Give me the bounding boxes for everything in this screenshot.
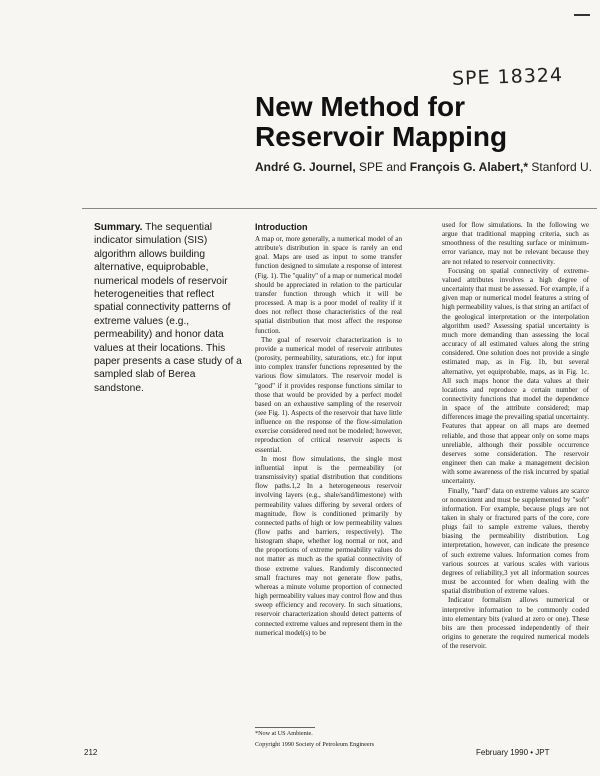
body-paragraph: The goal of reservoir characterization is to provide a numerical model of reservoir attributes (porosity, permeability, saturations, etc.) for input into complex transfer functions represented by the various flow simulators. The reservoir model is "good" if it provides response functions similar to those that would be provided by a perfect model based on an exhaustive sampling of the reservoir (see Fig. 1). Aspects of the reservoir that have little influence on the response of the flow-simulation exercise considered need not be modeled; however, reproduction of critical reservoir aspects is essential. [255,335,402,454]
body-paragraph: In most flow simulations, the single most influential input is the permeability (or transmissivity) spatial distribution that conditions flow paths.1,2 In a heterogeneous reservoir involving layers (e.g., shale/sand/limestone) with permeability values differing by several orders of magnitude, flow is conditioned primarily by connected paths of high or low permeability values (flow paths and barriers, respectively). The histogram shape, whether log normal or not, and the proportions of extreme permeability values do not matter as much as the spatial connectivity of those extreme values. Randomly disconnected small fractures may not generate flow paths, whereas a minute volume proportion of connected high permeability values may control flow and thus sweep efficiency and recovery. In such situations, reservoir characterization should detect patterns of connected extreme values and represent them in the numerical model(s) to be [255,454,402,637]
body-paragraph: A map or, more generally, a numerical model of an attribute's distribution in space is rarely an end goal. Maps are used as input to some transfer function designed to simulate a response of interest (Fig. 1). The "quality" of a map or numerical model should be appreciated in relation to the particular transfer function through which it will be processed. A map is a poor model of reality if it does not reflect those characteristics of the real spatial distribution that most affect the response function. [255,235,402,335]
footnote-rule [255,727,315,728]
author-alabert: François G. Alabert,* [409,160,529,174]
body-column-2 [255,221,402,638]
author-journel: André G. Journel, [255,160,356,174]
header-rule [82,208,597,209]
journal-footer: February 1990 • JPT [476,748,550,757]
authors-line [255,160,595,174]
introduction-heading: Introduction [255,222,308,232]
affiliation-stanford: Stanford U. [531,160,593,174]
affiliation-spe: SPE and [359,160,407,174]
footnote-copyright: Copyright 1990 Society of Petroleum Engineers [255,741,375,748]
summary-abstract [94,221,244,395]
body-paragraph: Indicator formalism allows numerical or interpretive information to be commonly coded into elementary bits (valued at zero or one). These bits are then processed independently of their origins to generate the required numerical models of the reservoir. [442,596,589,651]
handwritten-note: SPE 18324 [451,64,564,90]
body-paragraph: used for flow simulations. In the following we argue that traditional mapping criteria, such as smoothness of the resulting surface or minimum-error variance, may not be relevant because they are not related to reservoir connectivity. [442,221,589,266]
article-title: New Method for Reservoir Mapping [255,91,508,152]
page-number: 212 [84,748,98,757]
footnote-affiliation: *Now at US Ambiente. [255,730,313,737]
summary-label: Summary. [94,222,143,233]
body-paragraph: Focusing on spatial connectivity of extreme-valued attributes involves a high degree of uncertainty that must be assessed. For example, if a given map or numerical model features a string of high permeability values, is that string an artifact of the geological interpretation or the interpolation algorithm used? Assessing spatial uncertainty is much more demanding than assessing the local accuracy of all estimated values along the string considered. One solution does not provide a single estimated map, as in Fig. 1b, but several alternative, yet equiprobable, maps, as in Fig. 1c. All such maps honor the data values at their locations and reproduce a certain number of connectivity functions that model the dependence in space of the attribute considered; map differences image the prevailing spatial uncertainty. Features that appear on all maps are deemed reliable, and those that appear only on some maps unreliable, although their possible occurrence deserves some consideration. The reservoir engineer then can make a management decision with some awareness of the risk incurred by spatial uncertainty. [442,266,589,486]
body-column-3 [442,221,589,651]
body-paragraph: Finally, "hard" data on extreme values are scarce or nonexistent and must be supplemented by "soft" information. For example, because plugs are not taken in shaly or fractured parts of the core, core plugs fail to sample extreme values, thereby biasing the permeability distribution. Log interpretation, however, can indicate the presence of such extreme values. Information comes from various sources at various scales with various degrees of reliability,3 yet all information sources must be accounted for when dealing with the spatial distribution of extreme values. [442,486,589,596]
corner-mark [574,14,590,16]
summary-text: The sequential indicator simulation (SIS) algorithm allows building alternative, equiprobable, numerical models of reservoir heterogeneities that reflect spatial connectivity patterns of extreme values (e.g., permeability) and honor data values at their locations. This paper presents a case study of a sampled slab of Berea sandstone. [94,222,242,394]
